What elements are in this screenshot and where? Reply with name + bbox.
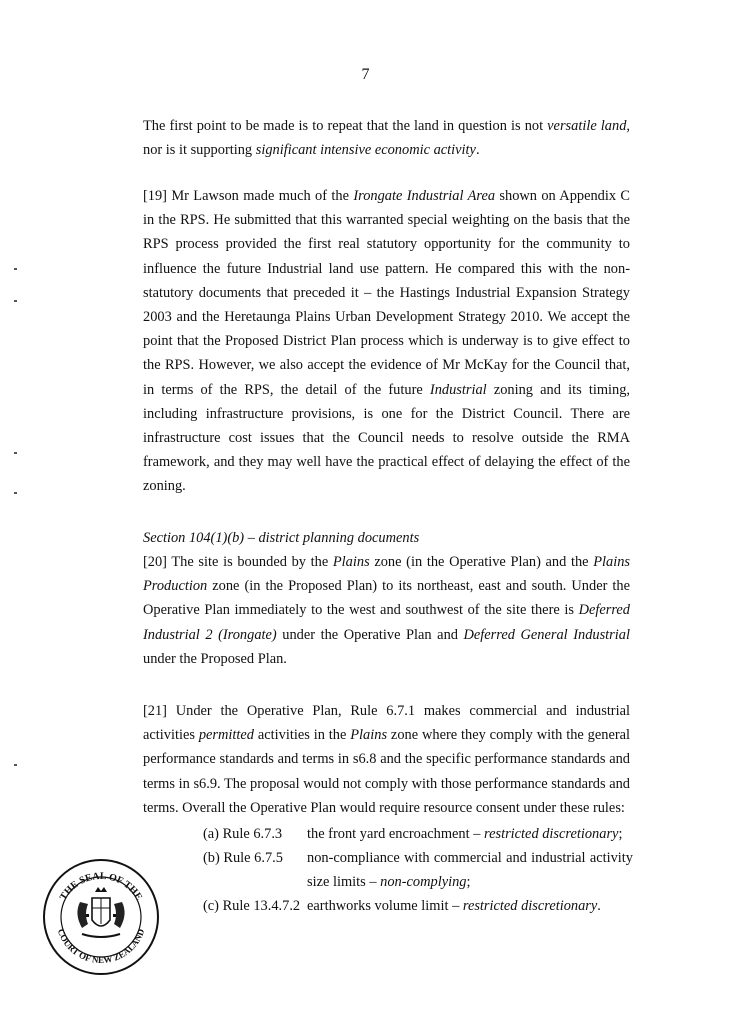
text-span: ; [466, 874, 471, 890]
margin-mark [14, 764, 17, 766]
text-span: activities in the [254, 727, 351, 744]
page-number: 7 [361, 66, 370, 83]
margin-mark [14, 452, 17, 454]
rule-label: (b) Rule 6.7.5 [203, 850, 283, 866]
italic-term: significant intensive economic activity [255, 142, 476, 159]
court-seal-icon [42, 858, 160, 976]
text-span: earthworks volume limit – [307, 898, 463, 914]
italic-term: restricted discretionary [484, 826, 619, 842]
margin-mark [14, 268, 17, 270]
italic-term: Plains [332, 554, 370, 570]
margin-mark [14, 300, 17, 302]
text-span: shown on Appendix C in the RPS. He submitted that this warranted special weighting on the basis that the RPS process provided the first real statutory opportunity for the community to influence the future Industrial land use pattern. He compared this with the non-statutory documents that preceded it – the Hastings Industrial Expansion Strategy 2003 and the Heretaunga Plains Urban Development Strategy 2010. We accept the point that the Proposed District Plan process which is underway is to give effect to the RPS. However, we also accept the evidence of Mr McKay for the Council that, in terms of the RPS, the detail of the future [143, 188, 631, 398]
text-span: the front yard encroachment – [307, 826, 485, 842]
italic-term: Plains [350, 727, 388, 744]
italic-term: permitted [198, 727, 254, 744]
rule-item [203, 846, 633, 894]
italic-term: Deferred General Industrial [463, 626, 630, 643]
rule-label: (c) Rule 13.4.7.2 [203, 898, 301, 914]
section-heading: Section 104(1)(b) – district planning documents [143, 530, 420, 546]
text-span: under the Operative Plan and [276, 626, 464, 643]
intro-paragraph [143, 114, 630, 162]
margin-mark [14, 492, 17, 494]
text-span: ; [618, 826, 623, 842]
italic-term: Irongate Industrial Area [353, 188, 496, 204]
paragraph-19 [143, 184, 630, 499]
rule-description [307, 846, 633, 894]
text-span: , nor is it supporting [143, 118, 630, 159]
svg-text:COURT OF NEW ZEALAND: COURT OF NEW ZEALAND [55, 927, 147, 966]
italic-term: Deferred Industrial 2 (Irongate) [143, 602, 630, 643]
text-span: under the Proposed Plan. [143, 650, 287, 667]
italic-term: Industrial [429, 381, 487, 398]
text-span: . [475, 142, 480, 159]
text-span: non-compliance with commercial and industrial activity size limits – [307, 850, 633, 890]
paragraph-20 [143, 550, 630, 671]
rule-item [203, 894, 633, 918]
italic-term: Plains Production [143, 554, 631, 595]
italic-term: restricted discretionary [462, 898, 598, 914]
text-span: . [597, 898, 601, 914]
text-span: zoning and its timing, including infrastructure provisions, is one for the District Council. There are infrastructure cost issues that the Council needs to resolve outside the RMA framework, and they may well have the practical effect of delaying the effect of the zoning. [143, 381, 631, 495]
paragraph-21 [143, 699, 630, 820]
rules-list [203, 822, 633, 918]
text-span: zone (in the Operative Plan) and the [369, 554, 594, 570]
rule-description [307, 894, 601, 918]
text-span: zone (in the Proposed Plan) to its northeast, east and south. Under the Operative Plan immediately to the west and southwest of the site there is [143, 578, 630, 619]
italic-term: non-complying [380, 874, 467, 890]
svg-text:THE SEAL OF THE: THE SEAL OF THE [57, 870, 145, 903]
text-span: [20] The site is bounded by the [143, 554, 333, 570]
text-span: The first point to be made is to repeat that the land in question is not [143, 118, 548, 134]
rule-item [203, 822, 633, 846]
rule-description [307, 822, 622, 846]
text-span: [21] Under the Operative Plan, Rule 6.7.1 makes commercial and industrial activities [143, 703, 630, 744]
italic-term: versatile land [547, 118, 627, 134]
text-span: zone where they comply with the general performance standards and terms in s6.8 and the specific performance standards and terms in s6.9. The proposal would not comply with those performance standards and terms. Overall the Operative Plan would require resource consent under these rules: [143, 727, 631, 816]
text-span: [19] Mr Lawson made much of the [143, 188, 354, 204]
rule-label: (a) Rule 6.7.3 [203, 826, 283, 842]
